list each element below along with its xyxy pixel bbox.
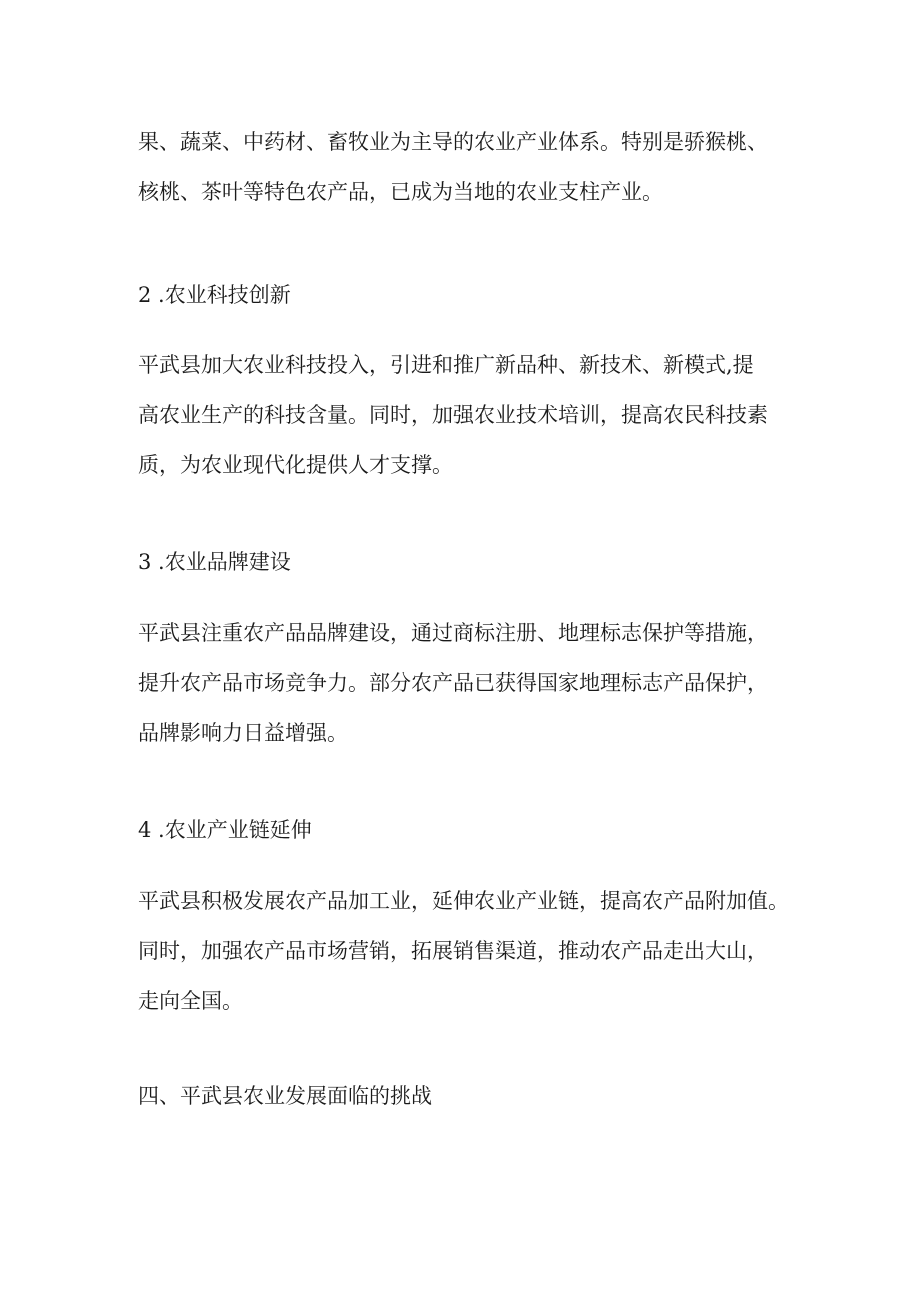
text-line: 品牌影响力日益增强。 [138,721,348,745]
heading-text: 4 .农业产业链延伸 [138,818,312,842]
section-heading-tech-innovation [138,270,798,320]
text-line: 核桃、茶叶等特色农产品，已成为当地的农业支柱产业。 [138,180,663,204]
text-line: 走向全国。 [138,989,243,1013]
paragraph-industry-chain [138,876,798,1026]
heading-text: 2 .农业科技创新 [138,283,291,307]
text-line: 质，为农业现代化提供人才支撑。 [138,453,453,477]
section-heading-challenges [138,1071,798,1121]
section-heading-brand-building [138,537,798,587]
section-heading-industry-chain [138,805,798,855]
text-line: 同时，加强农产品市场营销，拓展销售渠道，推动农产品走出大山， [138,939,768,963]
heading-text: 3 .农业品牌建设 [138,550,291,574]
text-line: 果、蔬菜、中药材、畜牧业为主导的农业产业体系。特别是骄猴桃、 [138,130,768,154]
text-line: 高农业生产的科技含量。同时，加强农业技术培训，提高农民科技素 [138,403,768,427]
text-line: 平武县注重农产品品牌建设，通过商标注册、地理标志保护等措施， [138,621,768,645]
paragraph-tech-innovation [138,340,798,490]
text-line: 平武县积极发展农产品加工业，延伸农业产业链，提高农产品附加值。 [138,889,789,913]
text-line: 平武县加大农业科技投入，引进和推广新品种、新技术、新模式,提 [138,353,754,377]
heading-text: 四、平武县农业发展面临的挑战 [138,1084,432,1108]
paragraph-industry-system [138,117,798,217]
paragraph-brand-building [138,608,798,758]
text-line: 提升农产品市场竞争力。部分农产品已获得国家地理标志产品保护， [138,671,768,695]
